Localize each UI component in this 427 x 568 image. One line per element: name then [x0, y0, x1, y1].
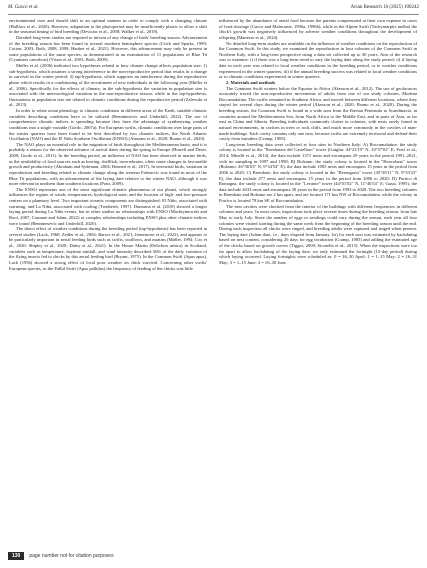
paragraph: No detailed long-term studies are available on the influence of weather conditions on the reproduction of the Common Swift. In this study, we examined the reproduction in four colonies of the Common Swift in Northern Italy, with a long-term perspective using a data set collected up to 30 years. Aim of the research was to examine: i) if there was a long-term trend to vary the laying date along the study period; ii) if laying date in each year was related to local weather conditions in the breeding period, or to weather conditions experienced in the winter quarters; iii) if the annual breeding success was related to local weather conditions or to climatic conditions experienced in winter quarters. — [219, 40, 417, 80]
paragraph: The NAO plays an essential role in the migration of birds throughout the Mediterranean basin, and it is probably a reason for the observed advance of arrival dates during the spring in Europe (Hurrell and Deser, 2009; Gordo et al., 2011). In the breeding period, an influence of NAO has been observed in marine birds, as the availability of food sources such as herring, shellfish, invertebrates, often cause changes in favourable growth and productivity (Abraham and Sydeman, 2004; Bennett et al., 2017). In terrestrial birds, variation in reproduction and breeding related to climate change along the western Palearctic was found in most of the Blue Tit populations, with an advancement of the laying date relative to the winter NAO, although it was more relevant in northern than southern locations (Pratt, 2009). — [9, 141, 207, 187]
paragraph: In order to relate avian phenology to climatic conditions in different areas of the Earth, suitable climatic variables describing conditions have to be utilized (Benninesevic and Underhill, 2022). The use of comprehensive climatic indices is spreading because they have the advantage of synthesizing weather conditions into a single variable (Gordo, 2007a). For European swifts, climatic conditions over large parts of the winter quarters have been found to be best described by two climatic indices, the North Atlantic Oscillation (NAO) and the El Niño Southern Oscillation (ENSO) (Ainsrani et al., 2020; Boano et al., 2020). — [9, 108, 207, 142]
paragraph: The ENSO represents one of the most significant climatic phenomena of our planet, which strongly influences the regime of winds, temperatures, hydrological state, and the location of high- and low-pressure centers on a planetary level. Two important oceanic components are distinguished: El Niño, associated with warming, and La Niña, associated with cooling (Trenberth, 1997). Dunrama et al. (2018) showed a longer laying period during La Niña events, but in other studies no relationships with ENSO (Machtymowski and Root, 2007; Connare and Islam, 2022) or complex relationships including ENSO plus other climatic indices were found (Benninesevic and Underhill, 2020). — [9, 186, 207, 226]
paragraph: influenced by the abundance of aerial food because the parents compensated at their own expense in cases of food shortage (Cucco and Malacarne, 1996a, 1996b), while in the Alpine Swift (Tachymarptis melba) the chick's growth was negatively influenced by adverse weather conditions throughout the development of offspring (Manzero et al., 2024). — [219, 18, 417, 40]
paragraph: The direct effect of weather conditions during the breeding period (tap-hypothesis) has been reported in several studies (Lack, 1960; Zedler et al., 2004; Barros et al., 2021; Jensenrose et al., 2022), and appears to be particularly important in aerial feeding birds such as swifts, swallows, and martins (Møller, 1994; Cox et al., 2020; Shipley et al., 2020; Daley et al., 2021). In the House Martin (Delichon urbica) in Scotland, variables such as temperature, daytime rainfall, and wind intensity described 56% of the daily variation of the flying insects fed to chicks by this aerial feeding bird (Bryant, 1975). In the Common Swift (Apus apus), Lack (1956) showed a strong effect of local poor weather on chick survival. Concerning other swifts' European species, in the Pallid Swift (Apus pallidus) the frequency of feeding of the chicks was little — [9, 226, 207, 271]
header-journal: Avian Research 16 (2025) 100242 — [350, 5, 419, 10]
paragraph: The nest cavities were checked from the interior of the buildings with different frequencies in different colonies and years. In most cases, inspections took place several times during the breeding season, from late May to early July. Since the number of eggs or nestlings could vary during the season, each year all four colonies were visited starting during the same week from the beginning of the breeding season until the end. During each inspection all chicks were ringed, and breeding adults were captured and ringed when present. The laying date (Julian date, i.e., days elapsed from January 1st) for each nest was estimated by backdating based on nest content, considering 20 days for egg incubation (Cramp, 1985) and adding the estimated age of the chicks based on growth curves (Tigges, 2000; Sicurella et al., 2015). When the inspections were too far apart to allow backdating of the laying date, we only estimated the fortnight (15-day period) during which laying occurred. Laying fortnights were scheduled as: 0 = 16–30 April; 1 = 1–15 May; 2 = 16–31 May; 3 = 1–15 June; 4 = 16–30 June. — [219, 203, 417, 265]
footer-note: page number not for citation purposes — [29, 553, 114, 559]
page-number: 130 — [8, 552, 24, 560]
paragraph: environmental cues and should shift to an optimal manner in order to comply with a changing climate (Hallfors et al., 2020). However, adaptation to the photoperiod may be insufficiently plastic to allow a shift in the seasonal timing of bird breeding (Devictor et al., 2008; Walker et al., 2019). — [9, 18, 207, 35]
header-authors: M. Gasco et al. — [8, 5, 39, 10]
page-footer — [8, 550, 419, 562]
paragraph: Møller et al. (2006) indicated two hypotheses related to how climate change affects population size: 1) sub-hypothesis, which assumes a strong interference in the non-reproductive period that results in a change in survival in the winter period; 2) tap-hypothesis, which supposes an interference during the reproductive phase which results in a conditioning of the recruitment of new individuals in the following year (Møller et al., 2006). Specifically for the effects of climate, in the sub-hypothesis the variation in population size is associated with the meteorological variation in the non-reproductive season, while in the tap-hypothesis, fluctuations in population size are related to climatic conditions during the reproductive period (Zalewski et al., 2013). — [9, 63, 207, 108]
left-column — [9, 18, 207, 271]
paragraph: Detailed long-term studies are required to inform of any change of birds' breeding season. Advancement of the breeding season has been found in several northern hemisphere species (Crick and Sparks, 1999; Cotton, 2003; Both, 2008, 2009; Hauber et al., 2021). However, this advancement may only be present in some populations of the same species, as demonstrated in an examination of 11 populations of Blue Tit (Cyanistes caeruleus) (Visser et al., 2003; Both, 2009). — [9, 34, 207, 63]
paragraph: The Common Swift winters below the Equator in Africa (Åkesson et al., 2012). The use of geolocators accurately traced the non-reproductive movements of adults from one of our study colonies, Modena Roccamalatina. The swifts remained in Southern Africa, and moved between different locations, where they stayed for several days during the winter period (Åkesson et al., 2020; Boano et al., 2020). During the breeding season, the Common Swift is found in a wide area from the Iberian Peninsula to Scandinavia, in countries around the Mediterranean Sea, from North Africa to the Middle East, and in parts of Asia, as far east as China and Siberia. Breeding individuals commonly cluster in colonies, with nests rarely found in natural environments, in cavities in trees or rock cliffs, and much more commonly in the cavities of man-made buildings. Each cavity contains only one nest, because swifts are extremely territorial and defend their cavity from intruders (Cramp, 1985). — [219, 85, 417, 142]
right-column — [219, 18, 417, 266]
paragraph: Long-term breeding data were collected at four sites in Northern Italy: A) Roccamalatina: the study colony is located in the "Rondonaia del Castellaro" tower (Guiglia: 44°23'19" N, 10°57'02" E; Ferri et al., 2014; Minelli et al., 2014), the data include 1371 nests and encompass 29 years in the period 1991–2021, with no sampling in 1997 and 1998; B) Bolzano: the study colony is located in the "Roncolano" tower (Bolzano: 46°36'03" N, 9°34'54" E), the data include 1005 nests and encompass 15 years in the period from 2006 to 2020; C) Brembate, the study colony is located in the "Berengario" tower (45°36'11" N, 9°33'23" E), the data include 477 nests and encompass 15 years in the period from 2006 to 2020; D) Portico di Romagna, the study colony is located in the "Levante" tower (44°01'02" N, 11°46'54" E; Gassi, 1995), the data include 2633 nests and encompass 30 years in the period from 1993 to 2020. The two breeding colonies in Brembate and Bolzano are 2 km apart, and are located 171 km NW of Roccamalatina, while the colony in Portico is located 78 km SE of Roccamalatina. — [219, 141, 417, 203]
header-rule — [8, 14, 419, 15]
section-title: 2. Materials and methods — [226, 79, 276, 85]
